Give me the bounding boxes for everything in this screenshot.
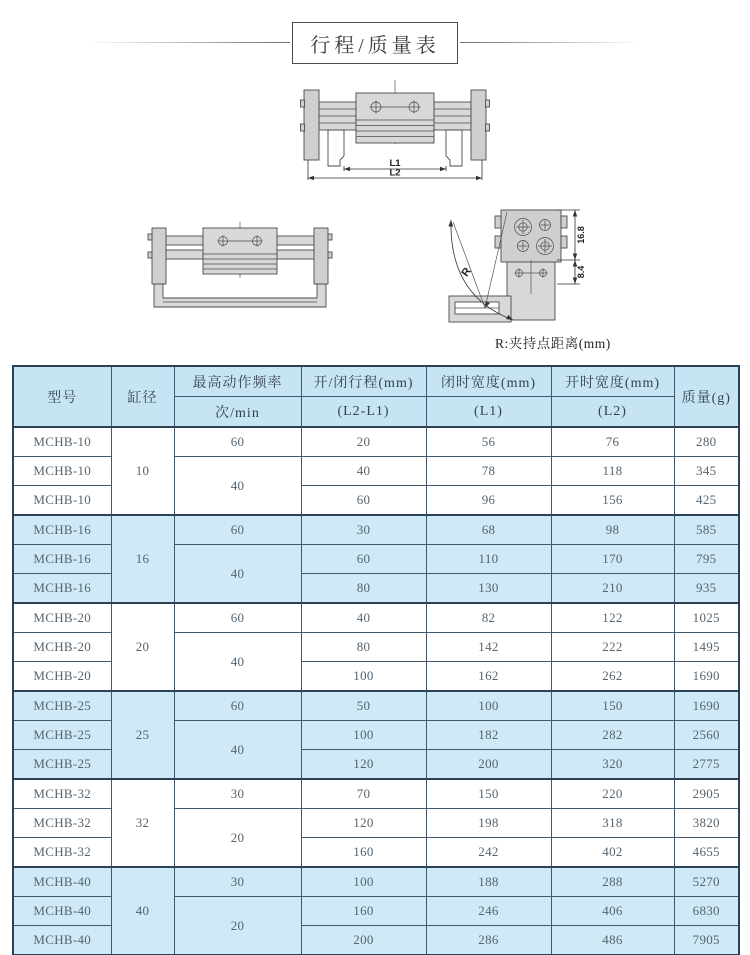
title-rule-right xyxy=(460,42,642,43)
side-view-diagram xyxy=(443,196,623,331)
stroke-cell: 50 xyxy=(301,691,426,721)
col-header-frequency: 最高动作频率 xyxy=(174,366,301,397)
closed-width-cell: 142 xyxy=(426,633,551,662)
open-width-cell: 282 xyxy=(551,721,674,750)
open-width-cell: 170 xyxy=(551,545,674,574)
frequency-cell: 40 xyxy=(174,457,301,516)
l1-dimension-label: L1 xyxy=(389,158,401,169)
frequency-cell: 20 xyxy=(174,897,301,955)
stroke-cell: 100 xyxy=(301,721,426,750)
frequency-cell: 60 xyxy=(174,515,301,545)
open-width-cell: 220 xyxy=(551,779,674,809)
mass-cell: 2775 xyxy=(674,750,739,780)
stroke-cell: 20 xyxy=(301,427,426,457)
closed-width-cell: 96 xyxy=(426,486,551,516)
model-cell: MCHB-25 xyxy=(13,750,111,780)
mass-cell: 4655 xyxy=(674,838,739,868)
radius-note: R:夹持点距离(mm) xyxy=(495,336,611,351)
closed-width-cell: 100 xyxy=(426,691,551,721)
table-row xyxy=(13,779,739,809)
dim-8-4-label: 8.4 xyxy=(576,265,586,279)
closed-width-cell: 246 xyxy=(426,897,551,926)
open-width-cell: 320 xyxy=(551,750,674,780)
stroke-cell: 160 xyxy=(301,838,426,868)
mass-cell: 3820 xyxy=(674,809,739,838)
closed-width-cell: 182 xyxy=(426,721,551,750)
mass-cell: 795 xyxy=(674,545,739,574)
open-width-cell: 118 xyxy=(551,457,674,486)
open-width-cell: 98 xyxy=(551,515,674,545)
model-cell: MCHB-25 xyxy=(13,721,111,750)
mass-cell: 2905 xyxy=(674,779,739,809)
open-width-cell: 156 xyxy=(551,486,674,516)
model-cell: MCHB-32 xyxy=(13,838,111,868)
frequency-cell: 30 xyxy=(174,867,301,897)
frequency-cell: 60 xyxy=(174,603,301,633)
model-cell: MCHB-20 xyxy=(13,662,111,692)
open-width-cell: 262 xyxy=(551,662,674,692)
stroke-cell: 70 xyxy=(301,779,426,809)
table-row xyxy=(13,427,739,457)
model-cell: MCHB-10 xyxy=(13,427,111,457)
stroke-cell: 120 xyxy=(301,750,426,780)
col-subheader-frequency-unit: 次/min xyxy=(174,397,301,428)
model-cell: MCHB-20 xyxy=(13,633,111,662)
open-width-cell: 318 xyxy=(551,809,674,838)
frequency-cell: 40 xyxy=(174,545,301,604)
page-title: 行程/质量表 xyxy=(292,22,458,64)
model-cell: MCHB-40 xyxy=(13,926,111,955)
mass-cell: 2560 xyxy=(674,721,739,750)
mass-cell: 1690 xyxy=(674,691,739,721)
l2-dimension-label: L2 xyxy=(389,167,401,179)
col-header-closed-width: 闭时宽度(mm) xyxy=(426,366,551,397)
col-subheader-closed-width: (L1) xyxy=(426,397,551,428)
bore-cell: 20 xyxy=(111,603,174,691)
table-row xyxy=(13,867,739,897)
mass-cell: 280 xyxy=(674,427,739,457)
closed-width-cell: 188 xyxy=(426,867,551,897)
model-cell: MCHB-20 xyxy=(13,603,111,633)
stroke-cell: 100 xyxy=(301,867,426,897)
mass-cell: 5270 xyxy=(674,867,739,897)
radius-label: R xyxy=(459,265,474,279)
open-width-cell: 122 xyxy=(551,603,674,633)
frequency-cell: 30 xyxy=(174,779,301,809)
bore-cell: 40 xyxy=(111,867,174,955)
frequency-cell: 40 xyxy=(174,633,301,692)
open-width-cell: 76 xyxy=(551,427,674,457)
open-width-cell: 288 xyxy=(551,867,674,897)
open-gripper-diagram xyxy=(145,220,335,320)
stroke-cell: 30 xyxy=(301,515,426,545)
model-cell: MCHB-10 xyxy=(13,457,111,486)
mass-cell: 345 xyxy=(674,457,739,486)
closed-width-cell: 56 xyxy=(426,427,551,457)
closed-width-cell: 198 xyxy=(426,809,551,838)
open-width-cell: 402 xyxy=(551,838,674,868)
stroke-cell: 40 xyxy=(301,603,426,633)
model-cell: MCHB-16 xyxy=(13,515,111,545)
mass-cell: 1025 xyxy=(674,603,739,633)
stroke-cell: 160 xyxy=(301,897,426,926)
dim-16-8-label: 16.8 xyxy=(576,226,586,244)
closed-gripper-diagram xyxy=(300,80,490,182)
open-width-cell: 222 xyxy=(551,633,674,662)
stroke-cell: 60 xyxy=(301,545,426,574)
model-cell: MCHB-32 xyxy=(13,779,111,809)
model-cell: MCHB-32 xyxy=(13,809,111,838)
table-header xyxy=(13,366,739,427)
mass-cell: 6830 xyxy=(674,897,739,926)
bore-cell: 32 xyxy=(111,779,174,867)
col-subheader-stroke: (L2-L1) xyxy=(301,397,426,428)
open-width-cell: 150 xyxy=(551,691,674,721)
col-subheader-open-width: (L2) xyxy=(551,397,674,428)
model-cell: MCHB-25 xyxy=(13,691,111,721)
bore-cell: 16 xyxy=(111,515,174,603)
model-cell: MCHB-16 xyxy=(13,545,111,574)
closed-width-cell: 110 xyxy=(426,545,551,574)
mass-cell: 7905 xyxy=(674,926,739,955)
frequency-cell: 60 xyxy=(174,691,301,721)
closed-width-cell: 82 xyxy=(426,603,551,633)
model-cell: MCHB-40 xyxy=(13,897,111,926)
stroke-cell: 80 xyxy=(301,633,426,662)
frequency-cell: 40 xyxy=(174,721,301,780)
table-row xyxy=(13,603,739,633)
closed-width-cell: 200 xyxy=(426,750,551,780)
closed-width-cell: 68 xyxy=(426,515,551,545)
closed-width-cell: 242 xyxy=(426,838,551,868)
title-rule-left xyxy=(85,42,290,43)
mass-cell: 935 xyxy=(674,574,739,604)
open-width-cell: 406 xyxy=(551,897,674,926)
col-header-open-width: 开时宽度(mm) xyxy=(551,366,674,397)
stroke-cell: 200 xyxy=(301,926,426,955)
mass-cell: 1690 xyxy=(674,662,739,692)
stroke-cell: 120 xyxy=(301,809,426,838)
table-body xyxy=(13,427,739,955)
stroke-mass-table xyxy=(12,365,740,955)
closed-width-cell: 78 xyxy=(426,457,551,486)
closed-width-cell: 130 xyxy=(426,574,551,604)
table-row xyxy=(13,691,739,721)
stroke-cell: 80 xyxy=(301,574,426,604)
open-width-cell: 210 xyxy=(551,574,674,604)
bore-cell: 25 xyxy=(111,691,174,779)
col-header-bore: 缸径 xyxy=(111,366,174,427)
closed-width-cell: 162 xyxy=(426,662,551,692)
model-cell: MCHB-16 xyxy=(13,574,111,604)
stroke-cell: 40 xyxy=(301,457,426,486)
stroke-cell: 100 xyxy=(301,662,426,692)
frequency-cell: 20 xyxy=(174,809,301,868)
table-row xyxy=(13,515,739,545)
model-cell: MCHB-10 xyxy=(13,486,111,516)
mass-cell: 585 xyxy=(674,515,739,545)
model-cell: MCHB-40 xyxy=(13,867,111,897)
col-header-model: 型号 xyxy=(13,366,111,427)
frequency-cell: 60 xyxy=(174,427,301,457)
open-width-cell: 486 xyxy=(551,926,674,955)
mass-cell: 425 xyxy=(674,486,739,516)
closed-width-cell: 150 xyxy=(426,779,551,809)
col-header-mass: 质量(g) xyxy=(674,366,739,427)
mass-cell: 1495 xyxy=(674,633,739,662)
stroke-cell: 60 xyxy=(301,486,426,516)
bore-cell: 10 xyxy=(111,427,174,515)
closed-width-cell: 286 xyxy=(426,926,551,955)
col-header-stroke: 开/闭行程(mm) xyxy=(301,366,426,397)
